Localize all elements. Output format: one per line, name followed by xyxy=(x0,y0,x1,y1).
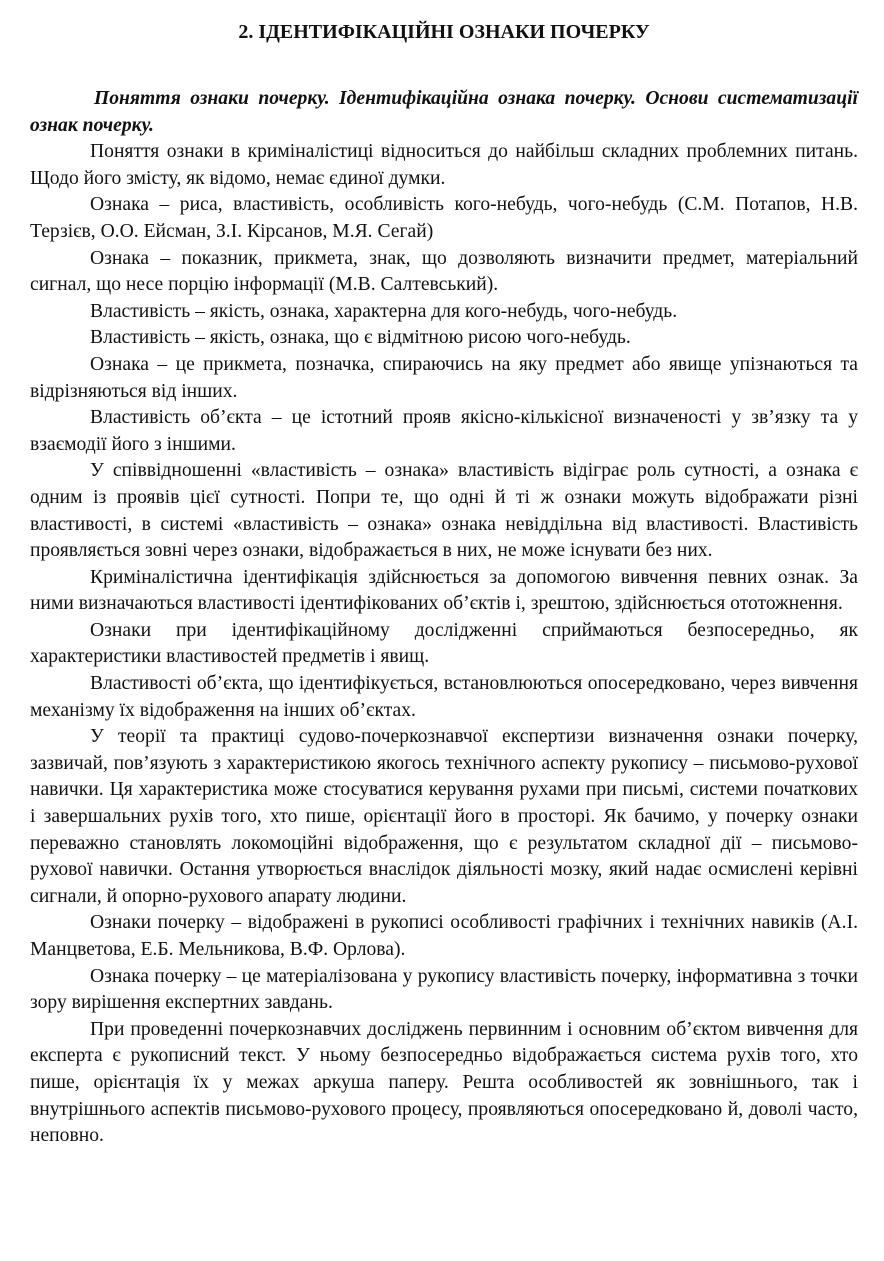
paragraph: Поняття ознаки в криміналістиці відноситься до найбільш складних проблемних питань. Щодо його змісту, як відомо, немає єдиної думки. xyxy=(30,141,858,189)
paragraph: Криміналістична ідентифікація здійснюється за допомогою вивчення певних ознак. За ними визначаються властивості ідентифікованих об’єктів і, зрештою, здійснюється ототожнення. xyxy=(30,566,858,615)
paragraph: При проведенні почеркознавчих досліджень первинним і основним об’єктом вивчення для експерта є рукописний текст. У ньому безпосередньо відображається система рухів того, хто пише, орієнтація їх у межах аркуша паперу. Решта особливостей як зовнішнього, так і внутрішнього аспектів письмово-рухового процесу, проявляються опосередковано й, доволі часто, неповно. xyxy=(30,1018,858,1147)
paragraph: Властивості об’єкта, що ідентифікується, встановлюються опосередковано, через вивчення механізму їх відображення на інших об’єктах. xyxy=(30,673,858,721)
paragraph: Ознака – риса, властивість, особливість кого-небудь, чого-небудь (С.М. Потапов, Н.В. Терзієв, О.О. Ейсман, З.І. Кірсанов, М.Я. Сегай) xyxy=(30,194,858,242)
paragraph: Властивість – якість, ознака, що є відмітною рисою чого-небудь. xyxy=(90,327,631,349)
paragraph: Властивість – якість, ознака, характерна для кого-небудь, чого-небудь. xyxy=(90,300,678,322)
section-subtitle: Поняття ознаки почерку. Ідентифікаційна ознака почерку. Основи систематизації ознак почерку. xyxy=(30,88,858,136)
page-title: 2. ІДЕНТИФІКАЦІЙНІ ОЗНАКИ ПОЧЕРКУ xyxy=(238,21,650,43)
paragraph: Ознака почерку – це матеріалізована у рукопису властивість почерку, інформативна з точки зору вирішення експертних завдань. xyxy=(30,965,858,1014)
paragraph: Властивість об’єкта – це істотний прояв якісно-кількісної визначеності у зв’язку та у взаємодії його з іншими. xyxy=(30,407,858,455)
paragraph: У теорії та практиці судово-почеркознавчої експертизи визначення ознаки почерку, зазвичай, пов’язують з характеристикою якогось технічного аспекту рукопису – письмово-рухової навички. Ця характеристика може стосуватися керування рухами при письмі, системи початкових і завершальних рухів того, хто пише, орієнтації його в просторі. Як бачимо, у почерку ознаки переважно становлять локомоційні відображення, що є результатом складної дії – письмово-рухової навички. Остання утворюється внаслідок діяльності мозку, який надає осмислені керівні сигнали, й опорно-рухового апарату людини. xyxy=(30,726,858,907)
paragraph: Ознаки при ідентифікаційному дослідженні сприймаються безпосередньо, як характеристики властивостей предметів і явищ. xyxy=(30,619,858,668)
paragraph: Ознаки почерку – відображені в рукописі особливості графічних і технічних навиків (А.І. Манцветова, Е.Б. Мельникова, В.Ф. Орлова). xyxy=(30,912,858,960)
paragraph: У співвідношенні «властивість – ознака» властивість відіграє роль сутності, а ознака є одним із проявів цієї сутності. Попри те, що одні й ті ж ознаки можуть відображати різні властивості, в системі «властивість – ознака» ознака невіддільна від властивості. Властивість проявляється зовні через ознаки, відображається в них, не може існувати без них. xyxy=(30,460,858,562)
document-page xyxy=(30,18,858,1150)
paragraph: Ознака – це прикмета, позначка, спираючись на яку предмет або явище упізнаються та відрізняються від інших. xyxy=(30,353,858,402)
paragraph: Ознака – показник, прикмета, знак, що дозволяють визначити предмет, матеріальний сигнал, що несе порцію інформації (М.В. Салтевський). xyxy=(30,247,858,296)
